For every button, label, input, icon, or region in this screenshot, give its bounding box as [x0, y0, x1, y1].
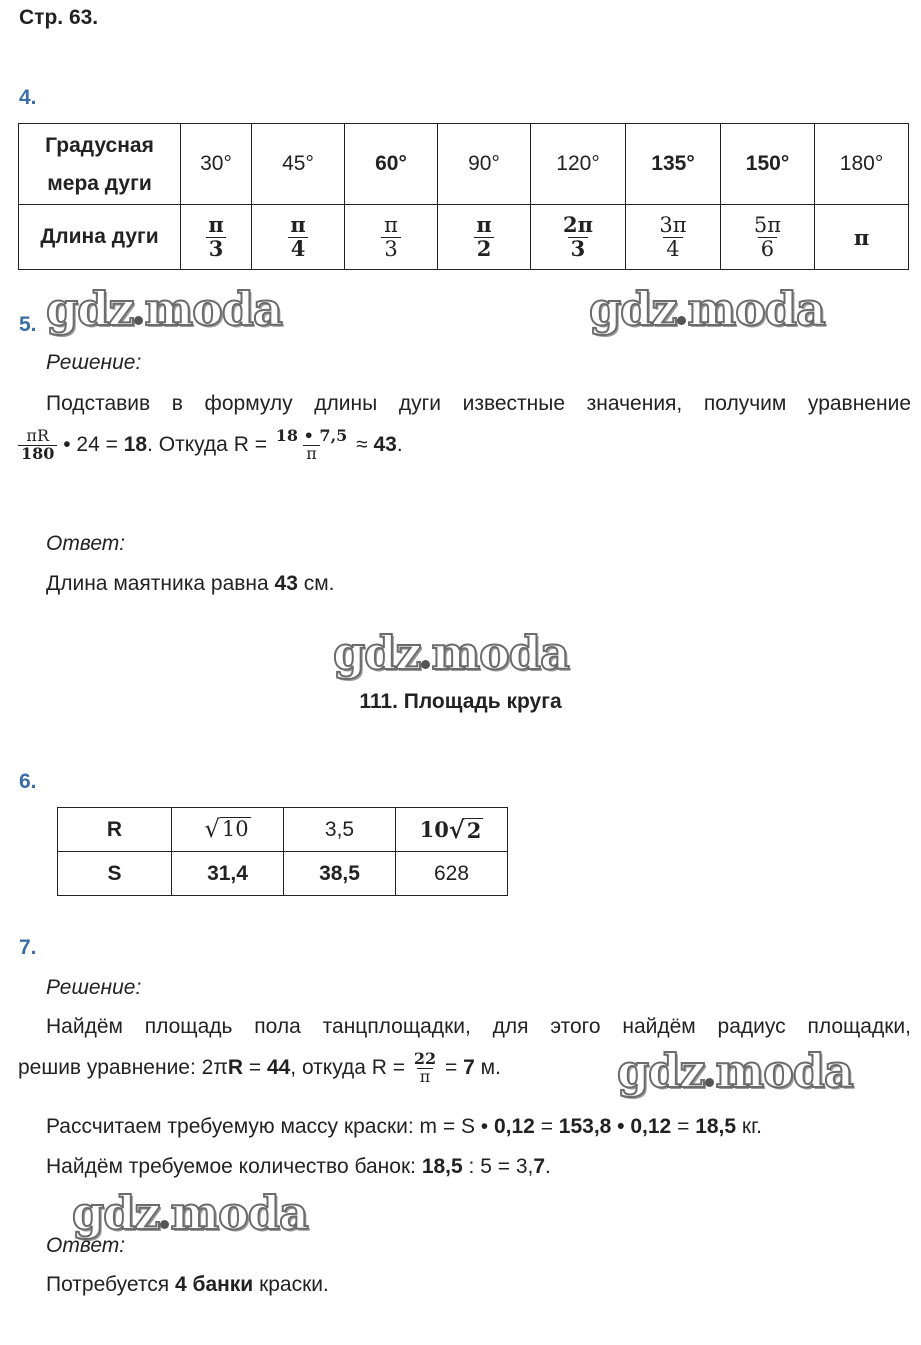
watermark-logo: gdz moda — [589, 282, 825, 336]
task-7-text-line4: Найдём требуемое количество банок: 18,5 : 5 = 3,7. — [46, 1155, 551, 1178]
degree-cell: 150° — [721, 124, 815, 205]
watermark-logo: gdz moda — [617, 1044, 853, 1098]
radius-header: R — [58, 808, 172, 852]
length-cell: $\frac{\pi}{2}$ — [438, 205, 531, 270]
watermark-logo: gdz moda — [333, 626, 569, 680]
degree-cell: 180° — [815, 124, 909, 205]
task-7-text-line2: решив уравнение: 2π R = 44 , откуда R = $\frac{22}{\pi}$ = 7 м. — [18, 1049, 501, 1086]
degree-cell: 30° — [181, 124, 252, 205]
degree-cell: 135° — [626, 124, 721, 205]
area-cell: 31,4 — [172, 852, 284, 896]
task-5-answer: Длина маятника равна 43 см. — [46, 572, 335, 595]
radius-cell: 10 √ 2 — [396, 808, 508, 852]
length-cell: $\frac{3\pi}{4}$ — [626, 205, 721, 270]
watermark-logo: gdz moda — [46, 282, 282, 336]
task-7-answer: Потребуется 4 банки краски. — [46, 1273, 329, 1296]
task-5-text-line1: Подставив в формулу длины дуги известные значения, получим уравнение — [46, 392, 911, 415]
fraction-r-value: $\frac{18 • 7,5}{\pi}$ — [275, 426, 348, 463]
task-5-solution-label: Решение: — [46, 351, 142, 374]
radius-cell: √ 10 — [172, 808, 284, 852]
length-cell: $\frac{\pi}{4}$ — [252, 205, 345, 270]
degree-cell: 120° — [531, 124, 626, 205]
length-cell: $\frac{\pi}{3}$ — [345, 205, 438, 270]
degree-cell: 60° — [345, 124, 438, 205]
length-cell: $\frac{\pi}{3}$ — [181, 205, 252, 270]
arc-degree-header — [19, 124, 181, 205]
arc-degree-row — [19, 124, 909, 205]
task-4-number: 4. — [19, 86, 37, 109]
arc-length-row — [19, 205, 909, 270]
radius-cell: 3,5 — [284, 808, 396, 852]
task-5-equation: $\frac{\pi R}{180}$ • 24 = 18 . Откуда R = $\frac{18 • 7,5}{\pi}$ ≈ 43 . — [18, 428, 403, 463]
fraction-22-over-pi: $\frac{22}{\pi}$ — [413, 1049, 437, 1086]
degree-cell: 90° — [438, 124, 531, 205]
task-7-text-line3: Рассчитаем требуемую массу краски: m = S • 0,12 = 153,8 • 0,12 = 18,5 кг. — [46, 1115, 763, 1138]
arc-degree-header-line2: мера дуги — [47, 172, 152, 195]
degree-cell: 45° — [252, 124, 345, 205]
task-6-number: 6. — [19, 770, 37, 793]
task-5-answer-label: Ответ: — [46, 532, 126, 555]
length-cell: π — [815, 205, 909, 270]
task-5-number: 5. — [19, 313, 37, 336]
radius-row — [58, 808, 508, 852]
fraction-pi-r-over-180: $\frac{\pi R}{180}$ — [18, 428, 57, 463]
area-cell: 38,5 — [284, 852, 396, 896]
arc-table — [18, 123, 909, 270]
area-row — [58, 852, 508, 896]
task-7-answer-label: Ответ: — [46, 1234, 126, 1257]
area-cell: 628 — [396, 852, 508, 896]
arc-degree-header-line1: Градусная — [45, 134, 154, 157]
watermark-logo: gdz moda — [72, 1186, 308, 1240]
circle-table — [57, 807, 508, 896]
task-7-solution-label: Решение: — [46, 976, 142, 999]
area-header: S — [58, 852, 172, 896]
task-7-number: 7. — [19, 936, 37, 959]
length-cell: $\frac{5\pi}{6}$ — [721, 205, 815, 270]
page-number: Стр. 63. — [19, 6, 99, 29]
task-7-text-line1: Найдём площадь пола танцплощадки, для этого найдём радиус площадки, — [46, 1015, 911, 1038]
length-cell: $\frac{2\pi}{3}$ — [531, 205, 626, 270]
section-title: 111. Площадь круга — [359, 690, 562, 713]
arc-length-header: Длина дуги — [19, 205, 181, 270]
